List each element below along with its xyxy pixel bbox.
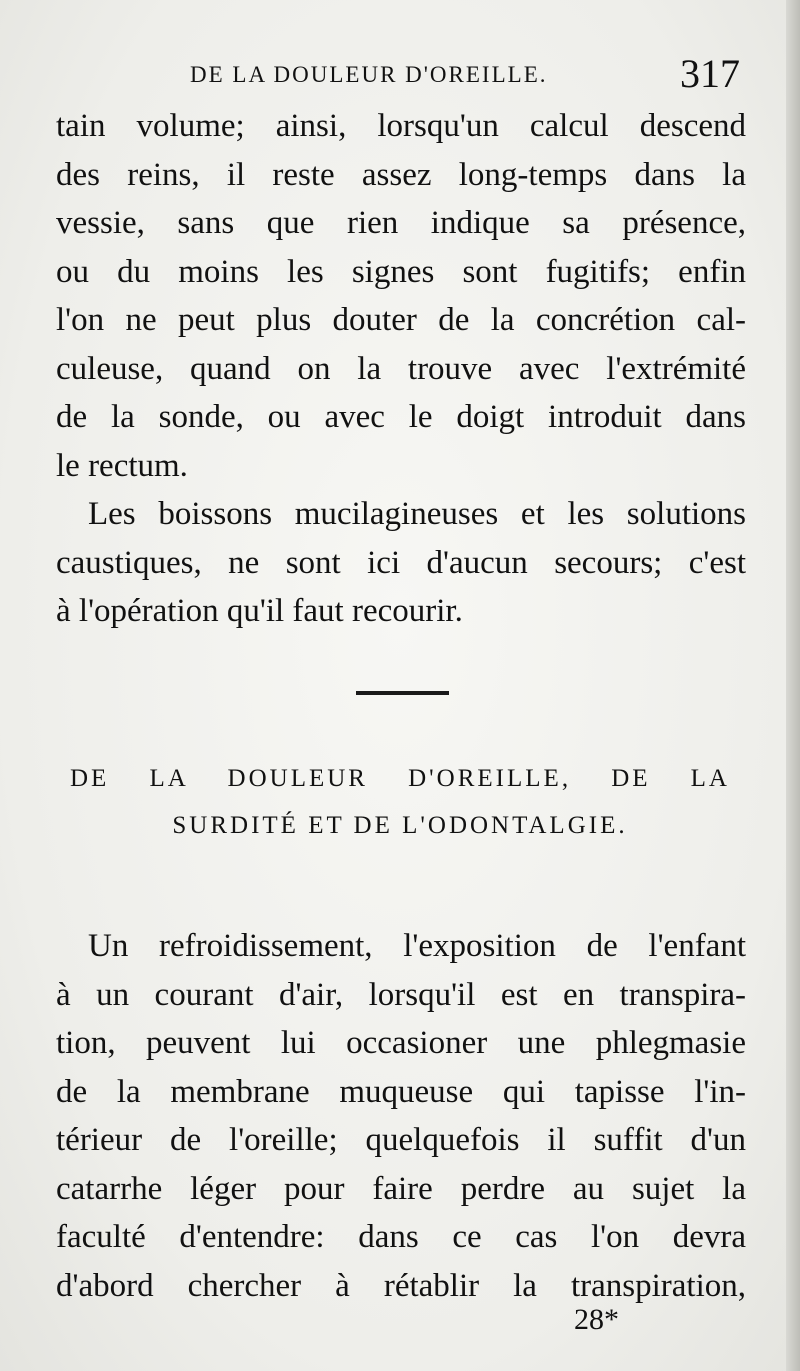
text-line: l'on ne peut plus douter de la concrétion cal-: [56, 302, 746, 338]
paragraph-ear-pain: [56, 922, 746, 1310]
section-divider: [356, 691, 449, 695]
page-header: [180, 48, 750, 98]
page-number: 317: [680, 51, 740, 96]
paragraph-continuation: [56, 102, 746, 490]
text-line: de la sonde, ou avec le doigt introduit dans: [56, 399, 746, 435]
text-line: vessie, sans que rien indique sa présence,: [56, 205, 746, 241]
text-line: d'abord chercher à rétablir la transpiration,: [56, 1267, 746, 1304]
text-line: catarrhe léger pour faire perdre au sujet la: [56, 1170, 746, 1207]
text-line: tion, peuvent lui occasioner une phlegmasie: [56, 1025, 746, 1061]
paragraph-treatment: [56, 490, 746, 636]
text-line: térieur de l'oreille; quelquefois il suffit d'un: [56, 1122, 746, 1158]
text-line: Les boissons mucilagineuses et les solutions: [88, 496, 746, 532]
text-line: ou du moins les signes sont fugitifs; enfin: [56, 253, 746, 290]
page-edge-shadow: [786, 0, 800, 1371]
running-head: DE LA DOULEUR D'OREILLE.: [190, 62, 548, 87]
text-line: des reins, il reste assez long-temps dans la: [56, 156, 746, 193]
text-line: culeuse, quand on la trouve avec l'extrémité: [56, 350, 746, 387]
text-line: à l'opération qu'il faut recourir.: [56, 593, 463, 629]
text-line: le rectum.: [56, 447, 188, 484]
signature-mark: 28*: [574, 1303, 619, 1336]
text-line: tain volume; ainsi, lorsqu'un calcul descend: [56, 108, 746, 144]
text-line: caustiques, ne sont ici d'aucun secours; c'est: [56, 544, 746, 581]
section-title-line-2: SURDITÉ ET DE L'ODONTALGIE.: [172, 812, 628, 839]
section-title-line-1: DE LA DOULEUR D'OREILLE, DE LA: [70, 765, 730, 792]
text-line: à un courant d'air, lorsqu'il est en transpira-: [56, 976, 746, 1013]
text-line: faculté d'entendre: dans ce cas l'on devra: [56, 1219, 746, 1255]
text-line: de la membrane muqueuse qui tapisse l'in-: [56, 1073, 746, 1110]
text-line: Un refroidissement, l'exposition de l'enfant: [88, 928, 746, 964]
